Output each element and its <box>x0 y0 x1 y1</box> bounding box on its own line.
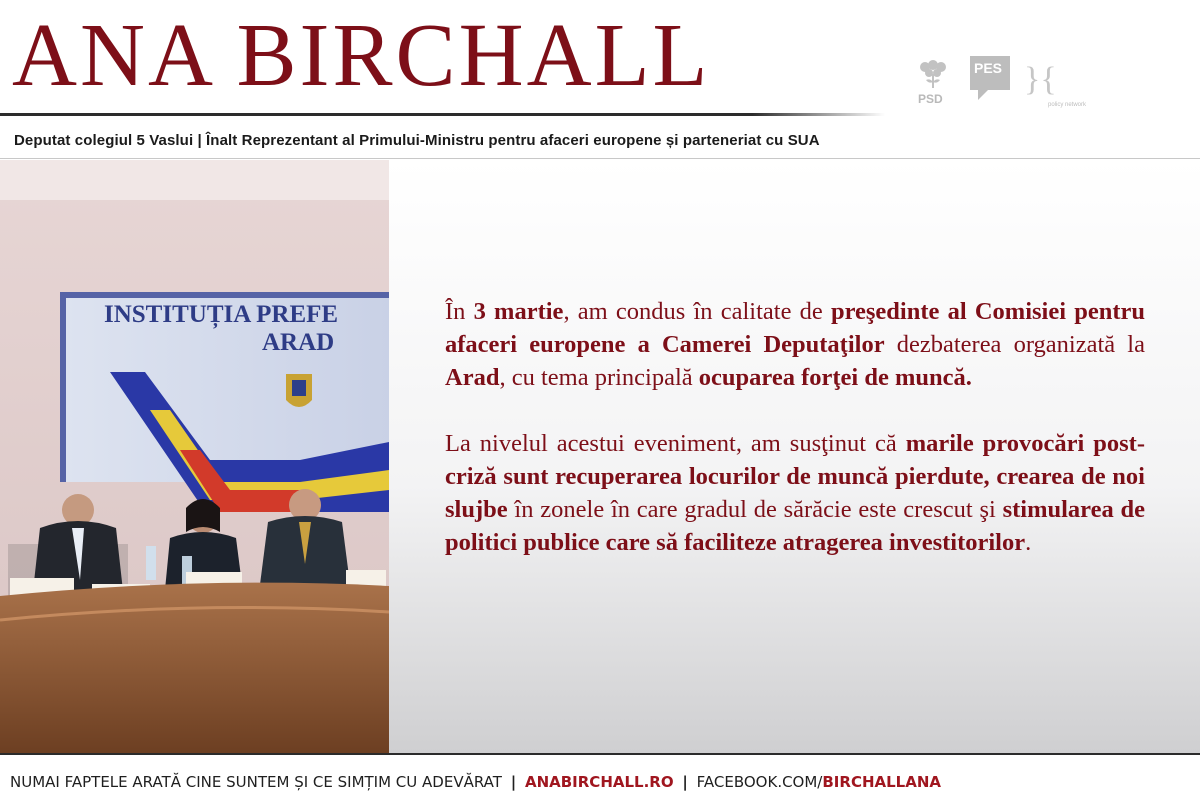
coat-of-arms-icon <box>286 374 312 407</box>
p1-segment-7: ocuparea forţei de muncă. <box>698 364 972 391</box>
psd-rose-icon <box>916 60 950 90</box>
footer-divider <box>0 753 1200 755</box>
p1-segment-1: 3 martie <box>473 298 564 325</box>
p2-segment-1: marile provocări post-criză sunt recuperarea locurilor de muncă pierdute, crearea de noi slujbe <box>445 430 1145 523</box>
p1-segment-0: În <box>445 298 474 325</box>
footer-slogan: NUMAI FAPTELE ARATĂ CINE SUNTEM ȘI CE SIMȚIM CU ADEVĂRAT <box>10 773 502 791</box>
p2-segment-4: . <box>1025 529 1032 556</box>
party-logos <box>908 56 1088 118</box>
p2-segment-0: La nivelul acestui eveniment, am susţinut că <box>445 430 906 457</box>
article-paragraph-1 <box>445 295 1145 394</box>
title-divider <box>0 113 885 116</box>
sign-line-1: INSTITUȚIA PREFE <box>104 301 339 328</box>
p2-segment-3: stimularea de politici publice care să faciliteze atragerea investitorilor <box>445 496 1145 556</box>
facebook-handle: BIRCHALLANA <box>822 773 941 791</box>
facebook-link[interactable] <box>697 773 941 791</box>
policy-network-label: policy network <box>1048 102 1087 108</box>
footer-bar <box>10 773 941 791</box>
pes-logo-label: PES <box>974 60 1003 76</box>
facebook-prefix: FACEBOOK.COM/ <box>696 773 823 791</box>
footer-separator-2: | <box>682 773 688 791</box>
p1-segment-4: dezbaterea organizată la <box>884 331 1145 358</box>
article-text <box>445 295 1145 559</box>
article-paragraph-2 <box>445 427 1145 559</box>
footer-separator-1: | <box>510 773 517 791</box>
page-title: ANA BIRCHALL <box>12 6 711 105</box>
p1-segment-2: , am condus în calitate de <box>563 298 831 325</box>
subtitle-divider <box>0 158 1200 159</box>
psd-logo-label: PSD <box>918 92 943 106</box>
p1-segment-5: Arad <box>445 364 500 391</box>
page-subtitle: Deputat colegiul 5 Vaslui | Înalt Reprezentant al Primului-Ministru pentru afaceri europene și parteneriat cu SUA <box>14 132 820 149</box>
sign-line-2: ARAD <box>262 329 335 356</box>
policy-network-mark: }{ <box>1024 61 1057 98</box>
p2-segment-2: în zonele în care gradul de sărăcie este crescut şi <box>507 496 1003 523</box>
website-link[interactable]: ANABIRCHALL.RO <box>524 773 674 791</box>
p1-segment-3: preşedinte al Comisiei pentru afaceri europene a Camerei Deputaţilor <box>445 298 1145 358</box>
event-photo <box>0 160 389 753</box>
p1-segment-6: , cu tema principală <box>499 364 699 391</box>
